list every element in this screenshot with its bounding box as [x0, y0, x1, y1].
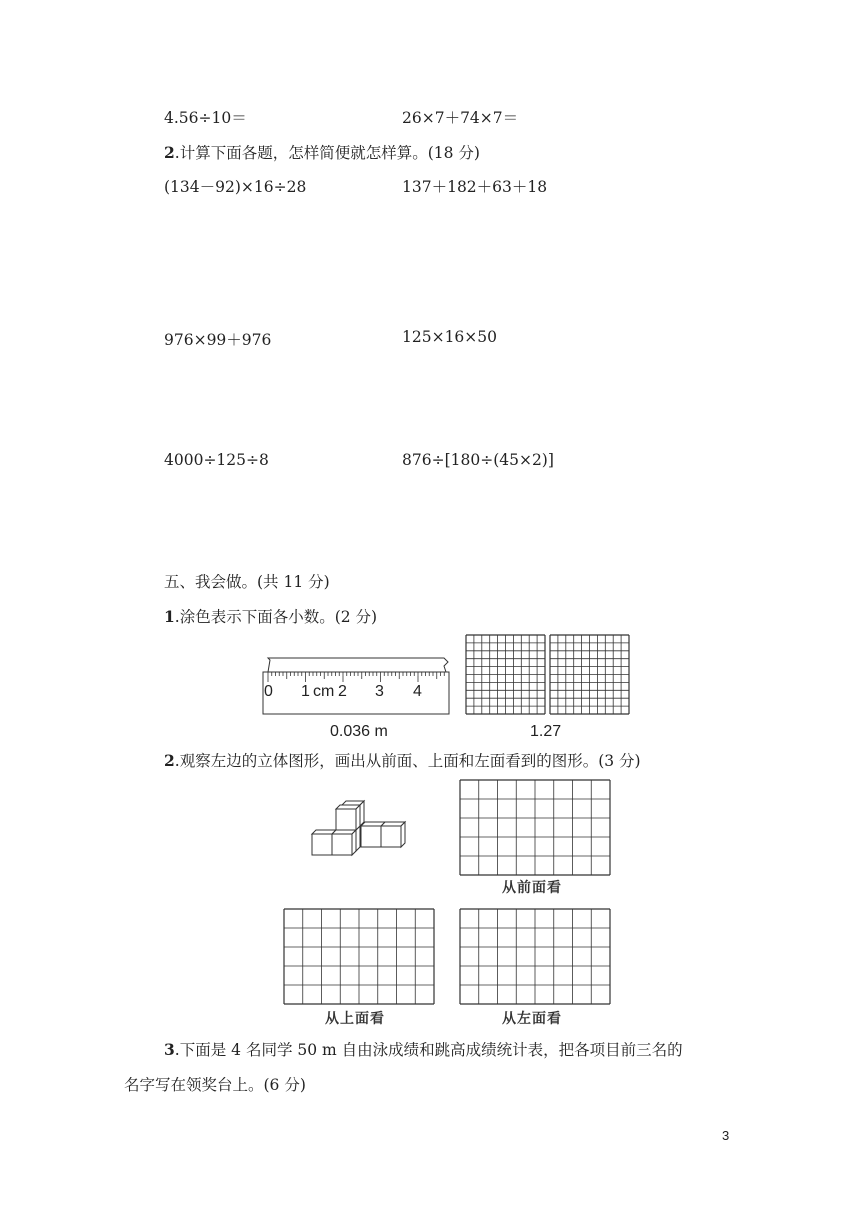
expression-4-56-div-10: 4.56÷10＝: [164, 109, 247, 127]
problem-3-line-2: 名字写在领奖台上。(6 分): [124, 1076, 306, 1094]
problem-2: [164, 749, 641, 771]
cube-figure: [312, 801, 405, 855]
problem-number: 2: [164, 751, 175, 770]
question-number: 2: [164, 143, 175, 162]
ruler-tick-2: 2: [338, 683, 347, 700]
ruler-tick-3: 3: [375, 683, 384, 700]
calc-1-left: (134－92)×16÷28: [164, 178, 307, 196]
ruler-tick-4: 4: [413, 683, 422, 700]
problem-number: 1: [164, 607, 175, 626]
hundred-grid-1[interactable]: [466, 635, 545, 714]
expression-26x7-plus-74x7: 26×7＋74×7＝: [402, 109, 519, 127]
front-view-label: 从前面看: [502, 880, 562, 896]
problem-text: .观察左边的立体图形，画出从前面、上面和左面看到的图形。(3 分): [174, 752, 641, 770]
top-view-grid[interactable]: [284, 909, 434, 1004]
front-view-grid[interactable]: [460, 780, 610, 875]
problem-text: .涂色表示下面各小数。(2 分): [174, 608, 378, 626]
left-view-grid[interactable]: [460, 909, 610, 1004]
problem-number: 3: [164, 1040, 175, 1059]
problem-text: .下面是 4 名同学 50 m 自由泳成绩和跳高成绩统计表，把各项目前三名的: [174, 1041, 683, 1059]
grid-caption: 1.27: [530, 723, 562, 740]
ruler-unit: cm: [313, 683, 335, 700]
problem-3-line-1: [164, 1038, 683, 1060]
ruler-tick-0: 0: [264, 683, 273, 700]
left-view-label: 从左面看: [502, 1011, 562, 1027]
calc-3-left: 4000÷125÷8: [164, 451, 269, 469]
calc-3-right: 876÷[180÷(45×2)]: [402, 451, 554, 469]
top-view-label: 从上面看: [325, 1011, 385, 1027]
page-number: 3: [722, 1128, 730, 1143]
calc-2-right: 125×16×50: [402, 328, 498, 346]
ruler-caption: 0.036 m: [330, 723, 388, 740]
calc-2-left: 976×99＋976: [164, 331, 272, 349]
question-text: .计算下面各题，怎样简便就怎样算。(18 分): [174, 144, 480, 162]
section-heading-5: 五、我会做。(共 11 分): [164, 573, 330, 591]
hundred-grid-2[interactable]: [550, 635, 629, 714]
calc-1-right: 137＋182＋63＋18: [402, 178, 548, 196]
ruler-tick-1: 1: [301, 683, 310, 700]
